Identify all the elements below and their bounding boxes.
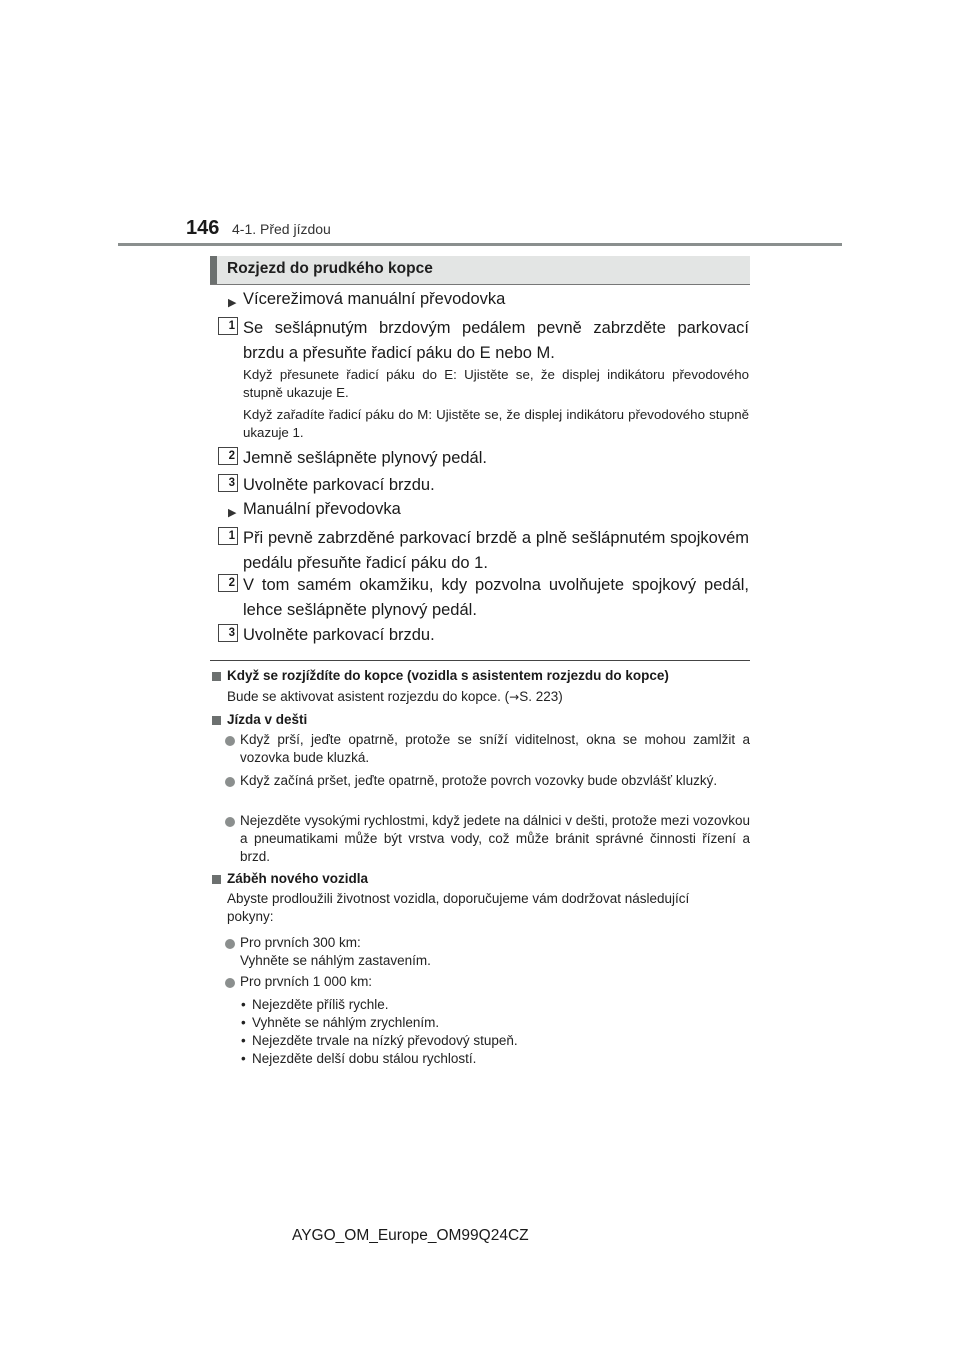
note-text: Když přesunete řadicí páku do E: Ujistěte se, že displej indikátoru převodového stupně ukazuje E. <box>243 367 749 400</box>
arrow-right-icon: → <box>509 690 520 704</box>
info-text-hill <box>227 688 752 706</box>
bullet-text: Nejezděte vysokými rychlostmi, když jedete na dálnici v dešti, protože mezi vozovkou a pneumatikami může být vrstva vody, což může bránit správné činnosti řízení a brzd. <box>240 813 750 864</box>
step-text: Se sešlápnutým brzdovým pedálem pevně zabrzděte parkovací brzdu a přesuňte řadicí páku do E nebo M. <box>243 319 749 362</box>
subheading-multimode: Vícerežimová manuální převodovka <box>243 290 506 308</box>
list-item: Nejezděte příliš rychle. <box>252 997 389 1012</box>
section-heading <box>210 256 750 285</box>
step-text: Uvolněte parkovací brzdu. <box>243 626 435 644</box>
step-text: Při pevně zabrzděné parkovací brzdě a plně sešlápnutém spojkovém pedálu přesuňte řadicí páku do 1. <box>243 529 749 572</box>
bullet-text: Vyhněte se náhlým zastavením. <box>240 953 431 968</box>
square-bullet-icon <box>212 672 221 681</box>
round-bullet-icon <box>225 939 235 949</box>
info-heading-breakin: Záběh nového vozidla <box>227 871 369 886</box>
round-bullet-icon <box>225 736 235 746</box>
step-number-badge: 1 <box>218 317 238 335</box>
square-bullet-icon <box>212 716 221 725</box>
hill-text: Bude se aktivovat asistent rozjezdu do kopce. ( <box>227 689 510 704</box>
step-text: Uvolněte parkovací brzdu. <box>243 476 435 494</box>
step-text: V tom samém okamžiku, kdy pozvolna uvolňujete spojkový pedál, lehce sešlápněte plynový pedál. <box>243 576 749 619</box>
list-bullet: • <box>241 1015 246 1030</box>
header-divider <box>118 243 842 246</box>
list-item: Nejezděte trvale na nízký převodový stupeň. <box>252 1033 518 1048</box>
subheading-manual: Manuální převodovka <box>243 500 401 518</box>
step-number-badge: 2 <box>218 447 238 465</box>
page-number: 146 <box>186 217 220 239</box>
bullet-text: Pro prvních 1 000 km: <box>240 974 373 989</box>
list-item: Vyhněte se náhlým zrychlením. <box>252 1015 440 1030</box>
round-bullet-icon <box>225 777 235 787</box>
info-heading-rain: Jízda v dešti <box>227 712 308 727</box>
page-reference-link[interactable]: S. 223) <box>519 689 563 704</box>
list-bullet: • <box>241 1033 246 1048</box>
round-bullet-icon <box>225 978 235 988</box>
step-number-badge: 3 <box>218 624 238 642</box>
document-id: AYGO_OM_Europe_OM99Q24CZ <box>292 1227 529 1244</box>
section-heading-bar <box>210 256 217 284</box>
bullet-text: Když začíná pršet, jeďte opatrně, protože povrch vozovky bude obzvlášť kluzký. <box>240 773 718 788</box>
square-bullet-icon <box>212 875 221 884</box>
list-bullet: • <box>241 1051 246 1066</box>
triangle-bullet-icon: ▶ <box>228 507 237 519</box>
step-text: Jemně sešlápněte plynový pedál. <box>243 449 487 467</box>
info-heading-hill: Když se rozjíždíte do kopce (vozidla s asistentem rozjezdu do kopce) <box>227 668 669 683</box>
section-divider <box>210 660 750 661</box>
breakin-intro: Abyste prodloužili životnost vozidla, doporučujeme vám dodržovat následující pokyny: <box>227 891 690 924</box>
section-title: Rozjezd do prudkého kopce <box>227 260 433 277</box>
note-text: Když zařadíte řadicí páku do M: Ujistěte se, že displej indikátoru převodového stupně ukazuje 1. <box>243 407 749 440</box>
step-number-badge: 2 <box>218 574 238 592</box>
round-bullet-icon <box>225 817 235 827</box>
step-number-badge: 3 <box>218 474 238 492</box>
step-number-badge: 1 <box>218 527 238 545</box>
bullet-text: Pro prvních 300 km: <box>240 935 361 950</box>
triangle-bullet-icon: ▶ <box>228 297 237 309</box>
breadcrumb: 4-1. Před jízdou <box>232 221 331 237</box>
list-bullet: • <box>241 997 246 1012</box>
list-item: Nejezděte delší dobu stálou rychlostí. <box>252 1051 477 1066</box>
bullet-text: Když prší, jeďte opatrně, protože se sníží viditelnost, okna se mohou zamlžit a vozovka bude kluzká. <box>240 732 750 765</box>
